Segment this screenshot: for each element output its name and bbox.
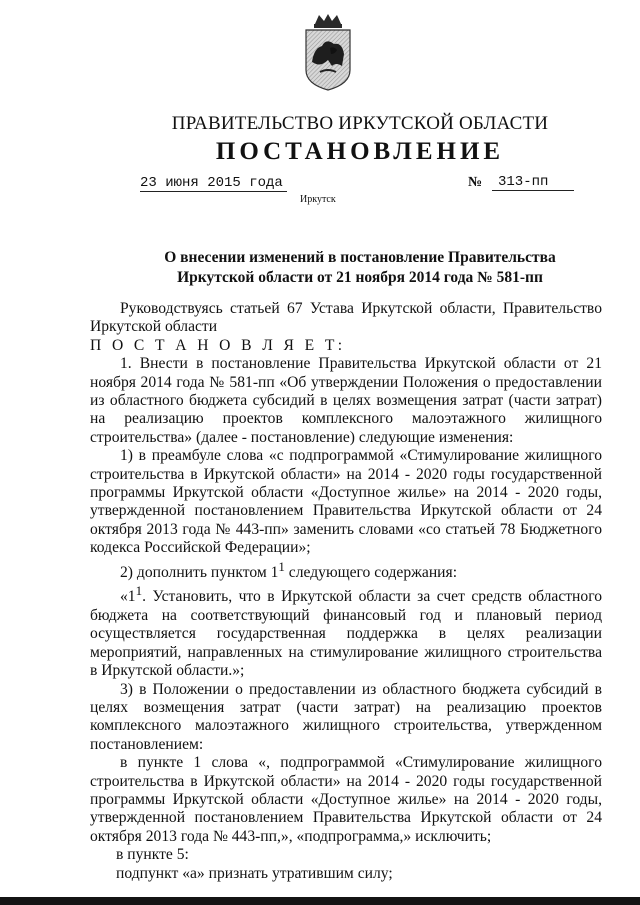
document-date: 23 июня 2015 года <box>140 175 287 192</box>
subitem-3-paragraph: 3) в Положении о предоставлении из областного бюджета субсидий в целях возмещения затрат (части затрат) на реализацию проектов комплексного малоэтажного жилищного строительства, утвержденном постановлением: <box>90 680 602 753</box>
document-number-value: 313-пп <box>498 174 549 190</box>
subclause-a-paragraph: подпункт «а» признать утратившим силу; <box>116 864 393 882</box>
item-1-paragraph: 1. Внести в постановление Правительства Иркутской области от 21 ноября 2014 года № 581-пп «Об утверждении Положения о предоставлении из областного бюджета субсидий в целях возмещения затрат (части затрат) на реализацию проектов комплексного малоэтажного жилищного строительства» (далее - постановление) следующие изменения: <box>90 355 602 446</box>
scan-edge-bar <box>0 897 640 905</box>
subject-line-2: Иркутской области от 21 ноября 2014 года № 581-пп <box>177 269 543 286</box>
document-body <box>90 300 602 883</box>
subitem-2-paragraph <box>90 558 602 583</box>
number-sign: № <box>468 175 483 190</box>
document-type-title: ПОСТАНОВЛЕНИЕ <box>215 138 505 165</box>
organization-name: ПРАВИТЕЛЬСТВО ИРКУТСКОЙ ОБЛАСТИ <box>171 113 549 134</box>
new-clause-paragraph <box>90 582 602 680</box>
new-clause-text-end: . Установить, что в Иркутской области за счет средств областного бюджета на соответствующий финансовый год и плановый период осуществляется государственная поддержка в целях реализации мероприятий, направленных на стимулирование жилищного строительства в Иркутской области.»; <box>90 588 602 680</box>
subitem-1-paragraph: 1) в преамбуле слова «с подпрограммой «Стимулирование жилищного строительства в Иркутской области» на 2014 - 2020 годы государственной программы Иркутской области «Доступное жилье» на 2014 - 2020 годы, утвержденной постановлением Правительства Иркутской области от 24 октября 2013 года № 443-пп» заменить словами «со статьей 78 Бюджетного кодекса Российской Федерации»; <box>90 447 602 557</box>
resolves-heading: П О С Т А Н О В Л Я Е Т: <box>90 336 346 354</box>
clause-5-heading: в пункте 5: <box>116 846 189 864</box>
coat-of-arms-icon <box>302 12 354 92</box>
document-subject <box>120 248 600 288</box>
subitem-2-text-end: следующего содержания: <box>284 563 458 581</box>
document-number <box>492 174 574 191</box>
subject-line-1: О внесении изменений в постановление Правительства <box>164 249 556 266</box>
subitem-2-text-start: 2) дополнить пунктом 1 <box>120 563 279 581</box>
preamble-paragraph: Руководствуясь статьей 67 Устава Иркутской области, Правительство Иркутской области <box>90 300 602 336</box>
city-name: Иркутск <box>300 194 336 205</box>
clause-1-amendment-paragraph: в пункте 1 слова «, подпрограммой «Стимулирование жилищного строительства в Иркутской области» на 2014 - 2020 годы государственной программы Иркутской области «Доступное жилье» на 2014 - 2020 годы, утвержденной постановлением Правительства Иркутской области от 24 октября 2013 года № 443-пп,», «подпрограмма,» исключить; <box>90 754 602 845</box>
new-clause-superscript: 1 <box>135 583 143 599</box>
new-clause-text-start: «1 <box>120 588 136 606</box>
subitem-2-superscript: 1 <box>278 558 285 574</box>
